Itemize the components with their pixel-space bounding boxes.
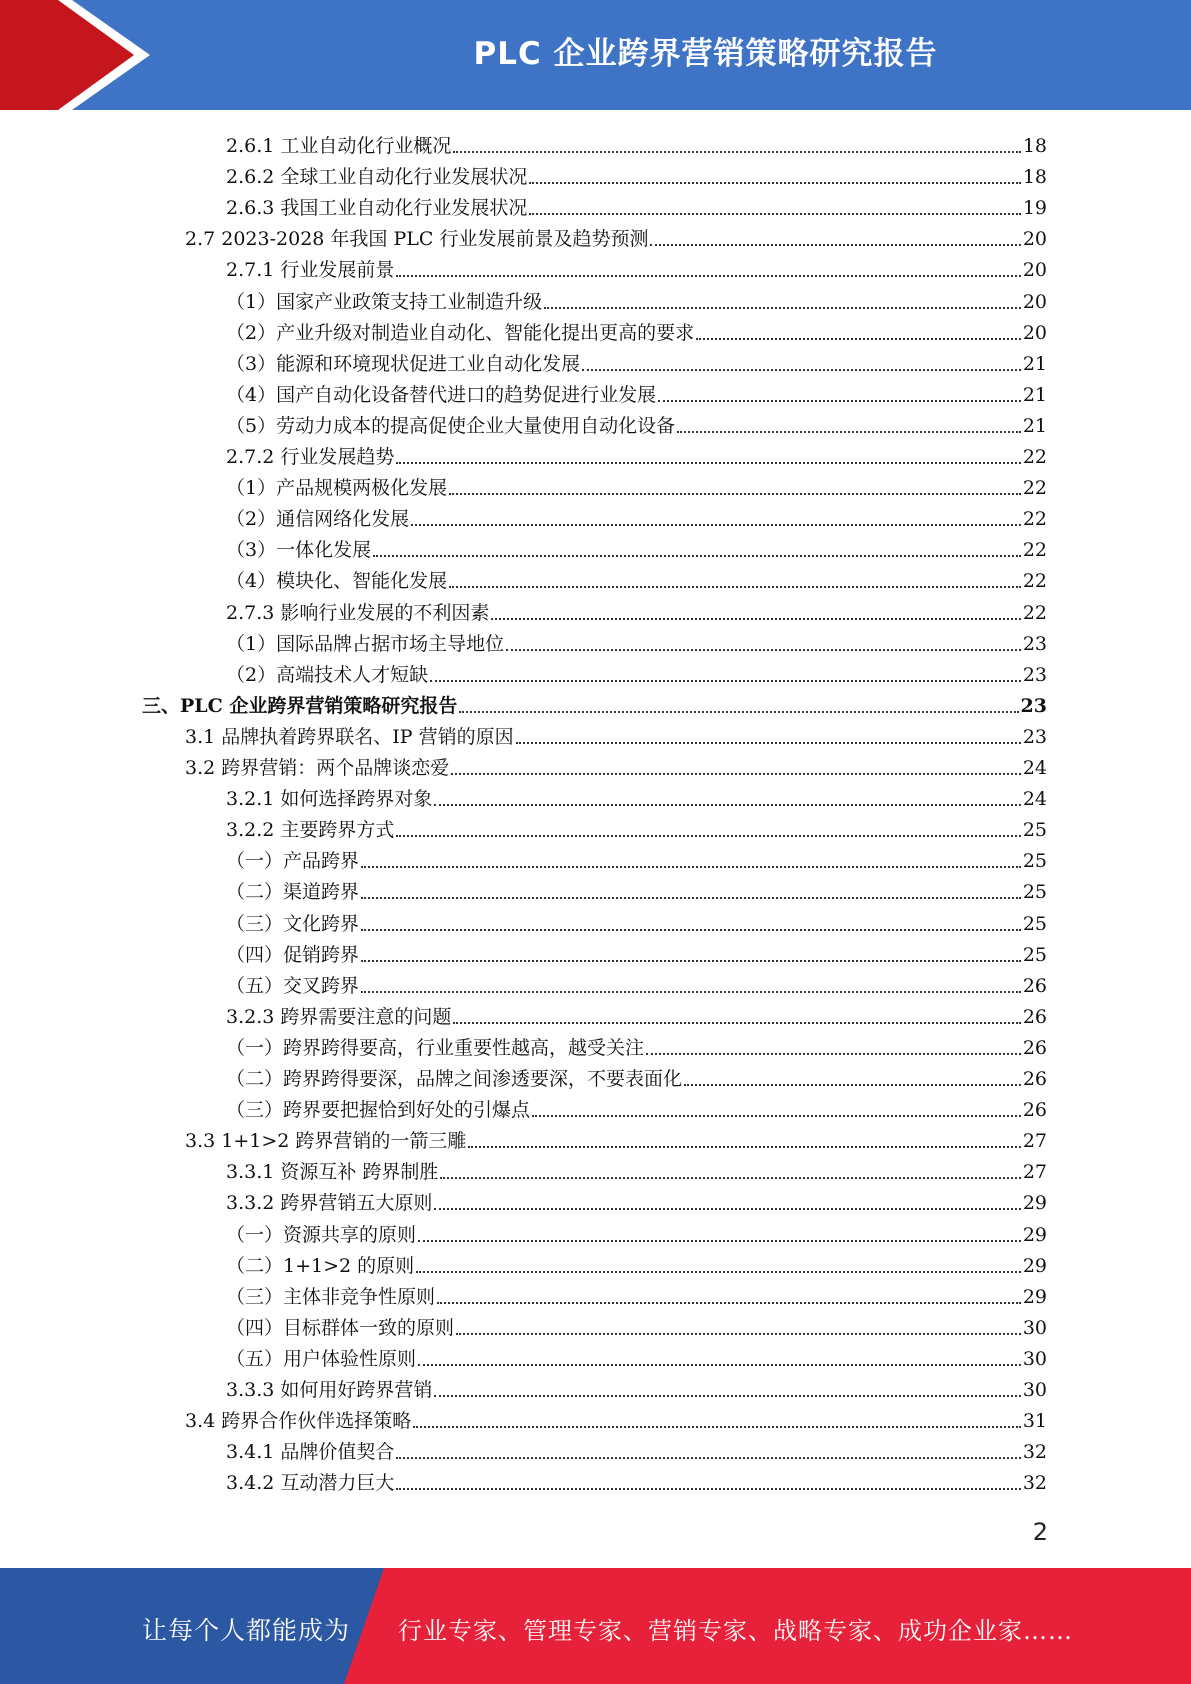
toc-entry[interactable] (226, 127, 1047, 158)
toc-entry-page: 30 (1022, 1316, 1047, 1339)
toc-entry[interactable] (226, 967, 1047, 998)
footer-slogan-right: 行业专家、管理专家、营销专家、战略专家、成功企业家…… (398, 1617, 1073, 1645)
toc-dot-leader (582, 369, 1021, 371)
toc-entry[interactable] (226, 1029, 1047, 1060)
toc-entry-page: 21 (1022, 414, 1047, 437)
toc-entry-page: 22 (1022, 601, 1047, 624)
toc-entry-title: 2.7 2023-2028 年我国 PLC 行业发展前景及趋势预测 (185, 228, 649, 251)
toc-entry-title: 3.3.2 跨界营销五大原则 (226, 1192, 433, 1215)
toc-entry[interactable] (226, 1371, 1047, 1402)
toc-entry[interactable] (226, 594, 1047, 625)
toc-entry[interactable] (226, 780, 1047, 811)
toc-dot-leader (396, 462, 1020, 464)
toc-dot-leader (411, 524, 1021, 526)
toc-entry[interactable] (226, 1340, 1047, 1371)
toc-entry-page: 32 (1022, 1472, 1047, 1495)
toc-entry-page: 22 (1022, 446, 1047, 468)
toc-entry-title: （五）用户体验性原则 (226, 1347, 417, 1370)
toc-dot-leader (449, 493, 1021, 495)
toc-entry-page: 18 (1022, 135, 1047, 157)
toc-entry-title: 2.6.2 全球工业自动化行业发展状况 (226, 166, 528, 189)
toc-dot-leader (434, 1395, 1020, 1397)
toc-entry-title: 3.3.1 资源互补 跨界制胜 (226, 1161, 439, 1184)
toc-entry-page: 21 (1022, 383, 1047, 406)
toc-entry-page: 30 (1022, 1379, 1047, 1401)
toc-entry-page: 20 (1022, 259, 1047, 282)
toc-dot-leader (430, 680, 1021, 682)
toc-entry[interactable] (226, 1091, 1047, 1122)
toc-entry-page: 23 (1022, 632, 1047, 655)
report-title: PLC 企业跨界营销策略研究报告 (473, 36, 938, 72)
header-chevron-decoration (0, 0, 160, 110)
toc-dot-leader (451, 773, 1021, 775)
toc-dot-leader (658, 400, 1021, 402)
toc-entry[interactable] (226, 873, 1047, 904)
toc-entry-page: 21 (1022, 352, 1047, 375)
toc-entry-title: 3.2.1 如何选择跨界对象 (226, 788, 433, 811)
toc-dot-leader (684, 1084, 1021, 1086)
toc-entry-title: 3.4.2 互动潜力巨大 (226, 1472, 395, 1495)
page-header (0, 0, 1191, 110)
toc-entry[interactable] (226, 1433, 1047, 1464)
toc-dot-leader (361, 897, 1021, 899)
toc-entry[interactable] (226, 656, 1047, 687)
toc-entry-page: 31 (1022, 1410, 1047, 1433)
toc-entry[interactable] (226, 1216, 1047, 1247)
toc-entry-title: （4）模块化、智能化发展 (226, 570, 448, 593)
toc-entry[interactable] (226, 625, 1047, 656)
toc-entry-title: （二）跨界跨得要深，品牌之间渗透要深，不要表面化 (226, 1068, 683, 1090)
toc-entry-title: （4）国产自动化设备替代进口的趋势促进行业发展 (226, 383, 657, 406)
toc-entry-title: 2.7.1 行业发展前景 (226, 259, 395, 282)
toc-dot-leader (532, 1115, 1021, 1117)
toc-entry-title: （1）国家产业政策支持工业制造升级 (226, 290, 543, 313)
toc-dot-leader (416, 1271, 1021, 1273)
toc-entry-page: 26 (1022, 1099, 1047, 1122)
toc-entry-title: 三、PLC 企业跨界营销策略研究报告 (142, 694, 458, 717)
toc-entry[interactable] (226, 811, 1047, 842)
toc-entry-title: 2.6.1 工业自动化行业概况 (226, 135, 452, 157)
toc-entry-title: （二）1+1>2 的原则 (226, 1254, 415, 1277)
toc-dot-leader (544, 307, 1021, 309)
toc-entry[interactable] (226, 407, 1047, 438)
toc-entry-title: （三）主体非竞争性原则 (226, 1285, 436, 1308)
toc-entry-page: 22 (1022, 570, 1047, 593)
toc-dot-leader (696, 338, 1021, 340)
toc-entry-page: 24 (1022, 788, 1047, 811)
toc-entry[interactable] (226, 314, 1047, 345)
toc-entry[interactable] (142, 687, 1047, 718)
toc-entry[interactable] (226, 1060, 1047, 1091)
toc-entry-page: 20 (1022, 290, 1047, 313)
toc-entry[interactable] (226, 189, 1047, 220)
toc-entry-title: （二）渠道跨界 (226, 881, 360, 904)
toc-entry[interactable] (226, 376, 1047, 407)
toc-entry-title: （3）能源和环境现状促进工业自动化发展 (226, 352, 581, 375)
toc-entry[interactable] (226, 283, 1047, 314)
toc-entry-title: （2）产业升级对制造业自动化、智能化提出更高的要求 (226, 321, 695, 344)
page-number: 2 (1032, 1518, 1048, 1546)
toc-entry[interactable] (226, 1464, 1047, 1495)
toc-entry[interactable] (226, 1184, 1047, 1215)
toc-entry-page: 20 (1022, 228, 1047, 251)
toc-entry-page: 26 (1022, 974, 1047, 997)
toc-entry-title: 3.3.3 如何用好跨界营销 (226, 1379, 433, 1401)
toc-entry[interactable] (226, 842, 1047, 873)
toc-dot-leader (361, 866, 1021, 868)
footer-slogan-left: 让每个人都能成为 (142, 1616, 351, 1645)
toc-entry[interactable] (226, 562, 1047, 593)
toc-entry[interactable] (226, 1278, 1047, 1309)
toc-entry[interactable] (226, 345, 1047, 376)
toc-entry-title: 3.1 品牌执着跨界联名、IP 营销的原因 (185, 725, 514, 748)
toc-dot-leader (453, 1022, 1020, 1024)
toc-dot-leader (456, 1333, 1021, 1335)
toc-entry[interactable] (226, 936, 1047, 967)
toc-dot-leader (361, 929, 1021, 931)
toc-dot-leader (418, 1240, 1021, 1242)
toc-entry-title: （1）产品规模两极化发展 (226, 477, 448, 500)
toc-dot-leader (453, 151, 1020, 153)
toc-entry-title: （2）高端技术人才短缺 (226, 663, 429, 686)
toc-entry-page: 20 (1022, 321, 1047, 344)
toc-entry-page: 22 (1022, 539, 1047, 562)
toc-entry-title: （5）劳动力成本的提高促使企业大量使用自动化设备 (226, 414, 676, 437)
toc-entry-title: 2.7.3 影响行业发展的不利因素 (226, 601, 490, 624)
toc-entry[interactable] (226, 438, 1047, 469)
toc-entry-page: 27 (1022, 1161, 1047, 1184)
toc-entry-title: 3.3 1+1>2 跨界营销的一箭三雕 (185, 1130, 467, 1153)
toc-dot-leader (434, 804, 1020, 806)
toc-entry-title: 3.2.3 跨界需要注意的问题 (226, 1005, 452, 1028)
toc-dot-leader (677, 431, 1021, 433)
toc-entry-page: 24 (1022, 757, 1047, 779)
toc-entry-page: 23 (1022, 663, 1047, 686)
toc-entry-page: 26 (1022, 1068, 1047, 1090)
page-footer (0, 1568, 1191, 1684)
toc-dot-leader (396, 1457, 1020, 1459)
toc-entry[interactable] (226, 158, 1047, 189)
toc-entry-title: （五）交叉跨界 (226, 974, 360, 997)
toc-entry-title: 3.4 跨界合作伙伴选择策略 (185, 1410, 412, 1433)
toc-entry-page: 22 (1022, 477, 1047, 500)
toc-entry[interactable] (226, 1247, 1047, 1278)
toc-entry-title: 3.4.1 品牌价值契合 (226, 1441, 395, 1464)
toc-entry-title: （三）跨界要把握恰到好处的引爆点 (226, 1099, 531, 1122)
toc-dot-leader (449, 586, 1021, 588)
toc-entry-page: 30 (1022, 1347, 1047, 1370)
toc-entry[interactable] (226, 998, 1047, 1029)
toc-dot-leader (396, 835, 1020, 837)
toc-dot-leader (646, 1053, 1021, 1055)
toc-entry[interactable] (226, 531, 1047, 562)
toc-entry-title: （四）目标群体一致的原则 (226, 1316, 455, 1339)
toc-dot-leader (650, 244, 1020, 246)
toc-dot-leader (529, 213, 1020, 215)
toc-entry-page: 25 (1022, 819, 1047, 842)
toc-entry-title: （1）国际品牌占据市场主导地位 (226, 632, 505, 655)
toc-dot-leader (529, 182, 1020, 184)
toc-entry-page: 25 (1022, 881, 1047, 904)
toc-entry-title: （四）促销跨界 (226, 943, 360, 966)
toc-entry-page: 23 (1020, 694, 1047, 717)
toc-entry-page: 18 (1022, 166, 1047, 189)
toc-entry-page: 22 (1022, 508, 1047, 531)
toc-dot-leader (396, 275, 1020, 277)
toc-entry-page: 25 (1022, 943, 1047, 966)
toc-dot-leader (437, 1302, 1021, 1304)
toc-entry-page: 27 (1022, 1130, 1047, 1153)
toc-entry-page: 25 (1022, 912, 1047, 935)
toc-entry[interactable] (185, 718, 1047, 749)
toc-entry-title: 3.2 跨界营销：两个品牌谈恋爱 (185, 757, 450, 779)
toc-entry[interactable] (226, 251, 1047, 282)
toc-dot-leader (373, 555, 1021, 557)
toc-entry-title: 2.7.2 行业发展趋势 (226, 446, 395, 468)
toc-entry-title: （一）跨界跨得要高，行业重要性越高，越受关注 (226, 1036, 645, 1059)
toc-entry-title: （2）通信网络化发展 (226, 508, 410, 531)
toc-entry[interactable] (226, 1153, 1047, 1184)
toc-entry-title: （一）产品跨界 (226, 850, 360, 873)
toc-entry-title: 2.6.3 我国工业自动化行业发展状况 (226, 197, 528, 220)
toc-entry-page: 29 (1022, 1285, 1047, 1308)
toc-entry[interactable] (185, 220, 1047, 251)
toc-dot-leader (418, 1364, 1021, 1366)
toc-dot-leader (361, 991, 1021, 993)
toc-entry[interactable] (226, 1309, 1047, 1340)
toc-entry[interactable] (226, 469, 1047, 500)
toc-entry-page: 29 (1022, 1192, 1047, 1215)
toc-entry-page: 19 (1022, 197, 1047, 220)
toc-dot-leader (440, 1177, 1020, 1179)
toc-dot-leader (361, 960, 1021, 962)
toc-entry-page: 29 (1022, 1223, 1047, 1246)
toc-entry-page: 26 (1022, 1036, 1047, 1059)
toc-entry-page: 25 (1022, 850, 1047, 873)
toc-entry[interactable] (226, 905, 1047, 936)
toc-dot-leader (459, 711, 1018, 713)
toc-dot-leader (434, 1208, 1020, 1210)
toc-entry-title: （一）资源共享的原则 (226, 1223, 417, 1246)
toc-dot-leader (491, 618, 1020, 620)
toc-entry-title: （三）文化跨界 (226, 912, 360, 935)
toc-entry[interactable] (185, 1402, 1047, 1433)
toc-entry-page: 26 (1022, 1005, 1047, 1028)
toc-dot-leader (516, 742, 1021, 744)
toc-entry-title: 3.2.2 主要跨界方式 (226, 819, 395, 842)
toc-dot-leader (506, 649, 1021, 651)
toc-dot-leader (396, 1488, 1020, 1490)
toc-entry[interactable] (185, 1122, 1047, 1153)
toc-dot-leader (468, 1146, 1020, 1148)
toc-entry[interactable] (185, 749, 1047, 780)
toc-entry[interactable] (226, 500, 1047, 531)
toc-entry-page: 29 (1022, 1254, 1047, 1277)
toc-entry-title: （3）一体化发展 (226, 539, 372, 562)
toc-entry-page: 23 (1022, 725, 1047, 748)
toc-entry-page: 32 (1022, 1441, 1047, 1464)
toc-dot-leader (413, 1426, 1021, 1428)
